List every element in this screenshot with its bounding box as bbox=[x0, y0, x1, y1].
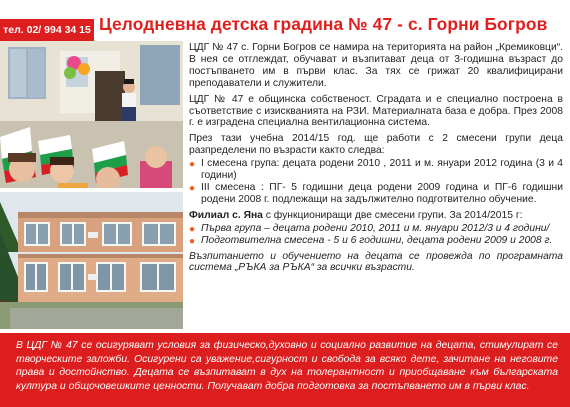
list-item: ● Подготвителна смесена - 5 и 6 годишни, децата родени 2009 и 2008 г. bbox=[189, 234, 553, 247]
branch-paragraph bbox=[189, 210, 563, 222]
groups-intro-paragraph: През тази учебна 2014/15 год. ще работи с 2 смесени групи деца разпределени по възрасти както следва: bbox=[189, 133, 563, 157]
list-item: ● Първа група – децата родени 2010, 2011 и м. януари 2012/3 и 4 години/ bbox=[189, 222, 550, 235]
description-column bbox=[189, 42, 563, 332]
bullet-icon: ● bbox=[189, 159, 196, 171]
program-paragraph: Възпитанието и обучението на децата се провежда по програмната система „РЪКА за РЪКА“ за всички възрасти. bbox=[189, 250, 563, 274]
footer-banner bbox=[0, 333, 570, 407]
header bbox=[0, 0, 570, 40]
branch-text: с функциониращи две смесени групи. За 2014/2015 г: bbox=[262, 209, 523, 221]
intro-paragraph: ЦДГ № 47 с. Горни Богров се намира на територията на район „Кремиковци“. В нея се отглеждат, обучават и възпитават деца от 3-годишна възраст до постъпването им в първи клас. За тях се грижат 20 квалифицирани преподаватели и служители. bbox=[189, 42, 563, 89]
photo-building bbox=[0, 192, 183, 329]
bullet-icon: ● bbox=[189, 223, 196, 235]
page-title: Целодневна детска градина № 47 - с. Горни Богров bbox=[99, 14, 548, 34]
photo-children-celebration bbox=[0, 41, 183, 188]
branch-groups-list bbox=[189, 223, 563, 247]
footer-text: В ЦДГ № 47 се осигуряват условия за физическо,духовно и социално развитие на децата, стимулират се творческите заложби. Осигурени са уважение,сигурност и свобода за всяко дете, зачитане на неговите права и достойнство. Децата се възпитават в дух на толерантност и приобщаване към българската култура и общочовешките ценности. Получават добра подготовка за постъпването им в първи клас. bbox=[16, 340, 558, 392]
groups-list bbox=[189, 158, 563, 206]
ownership-paragraph: ЦДГ № 47 е общинска собственост. Сградата и е специално построена в съответствие с изискванията на РЗИ. Материалната база е добра. През 2008 г. е изградена специална вентилационна система. bbox=[189, 93, 563, 129]
bullet-icon: ● bbox=[189, 235, 196, 247]
bullet-icon: ● bbox=[189, 182, 196, 194]
branch-lead: Филиал с. Яна bbox=[189, 209, 263, 221]
list-item: ● III смесена : ПГ- 5 годишни деца родени 2009 година и ПГ-6 годишни родени 2008 г. подлежащи на задължително подготвително обучение. bbox=[189, 181, 563, 205]
list-item: ● I смесена група: децата родени 2010 , 2011 и м. януари 2012 година (3 и 4 години) bbox=[189, 158, 563, 182]
phone-badge: тел. 02/ 994 34 15 bbox=[0, 19, 94, 41]
